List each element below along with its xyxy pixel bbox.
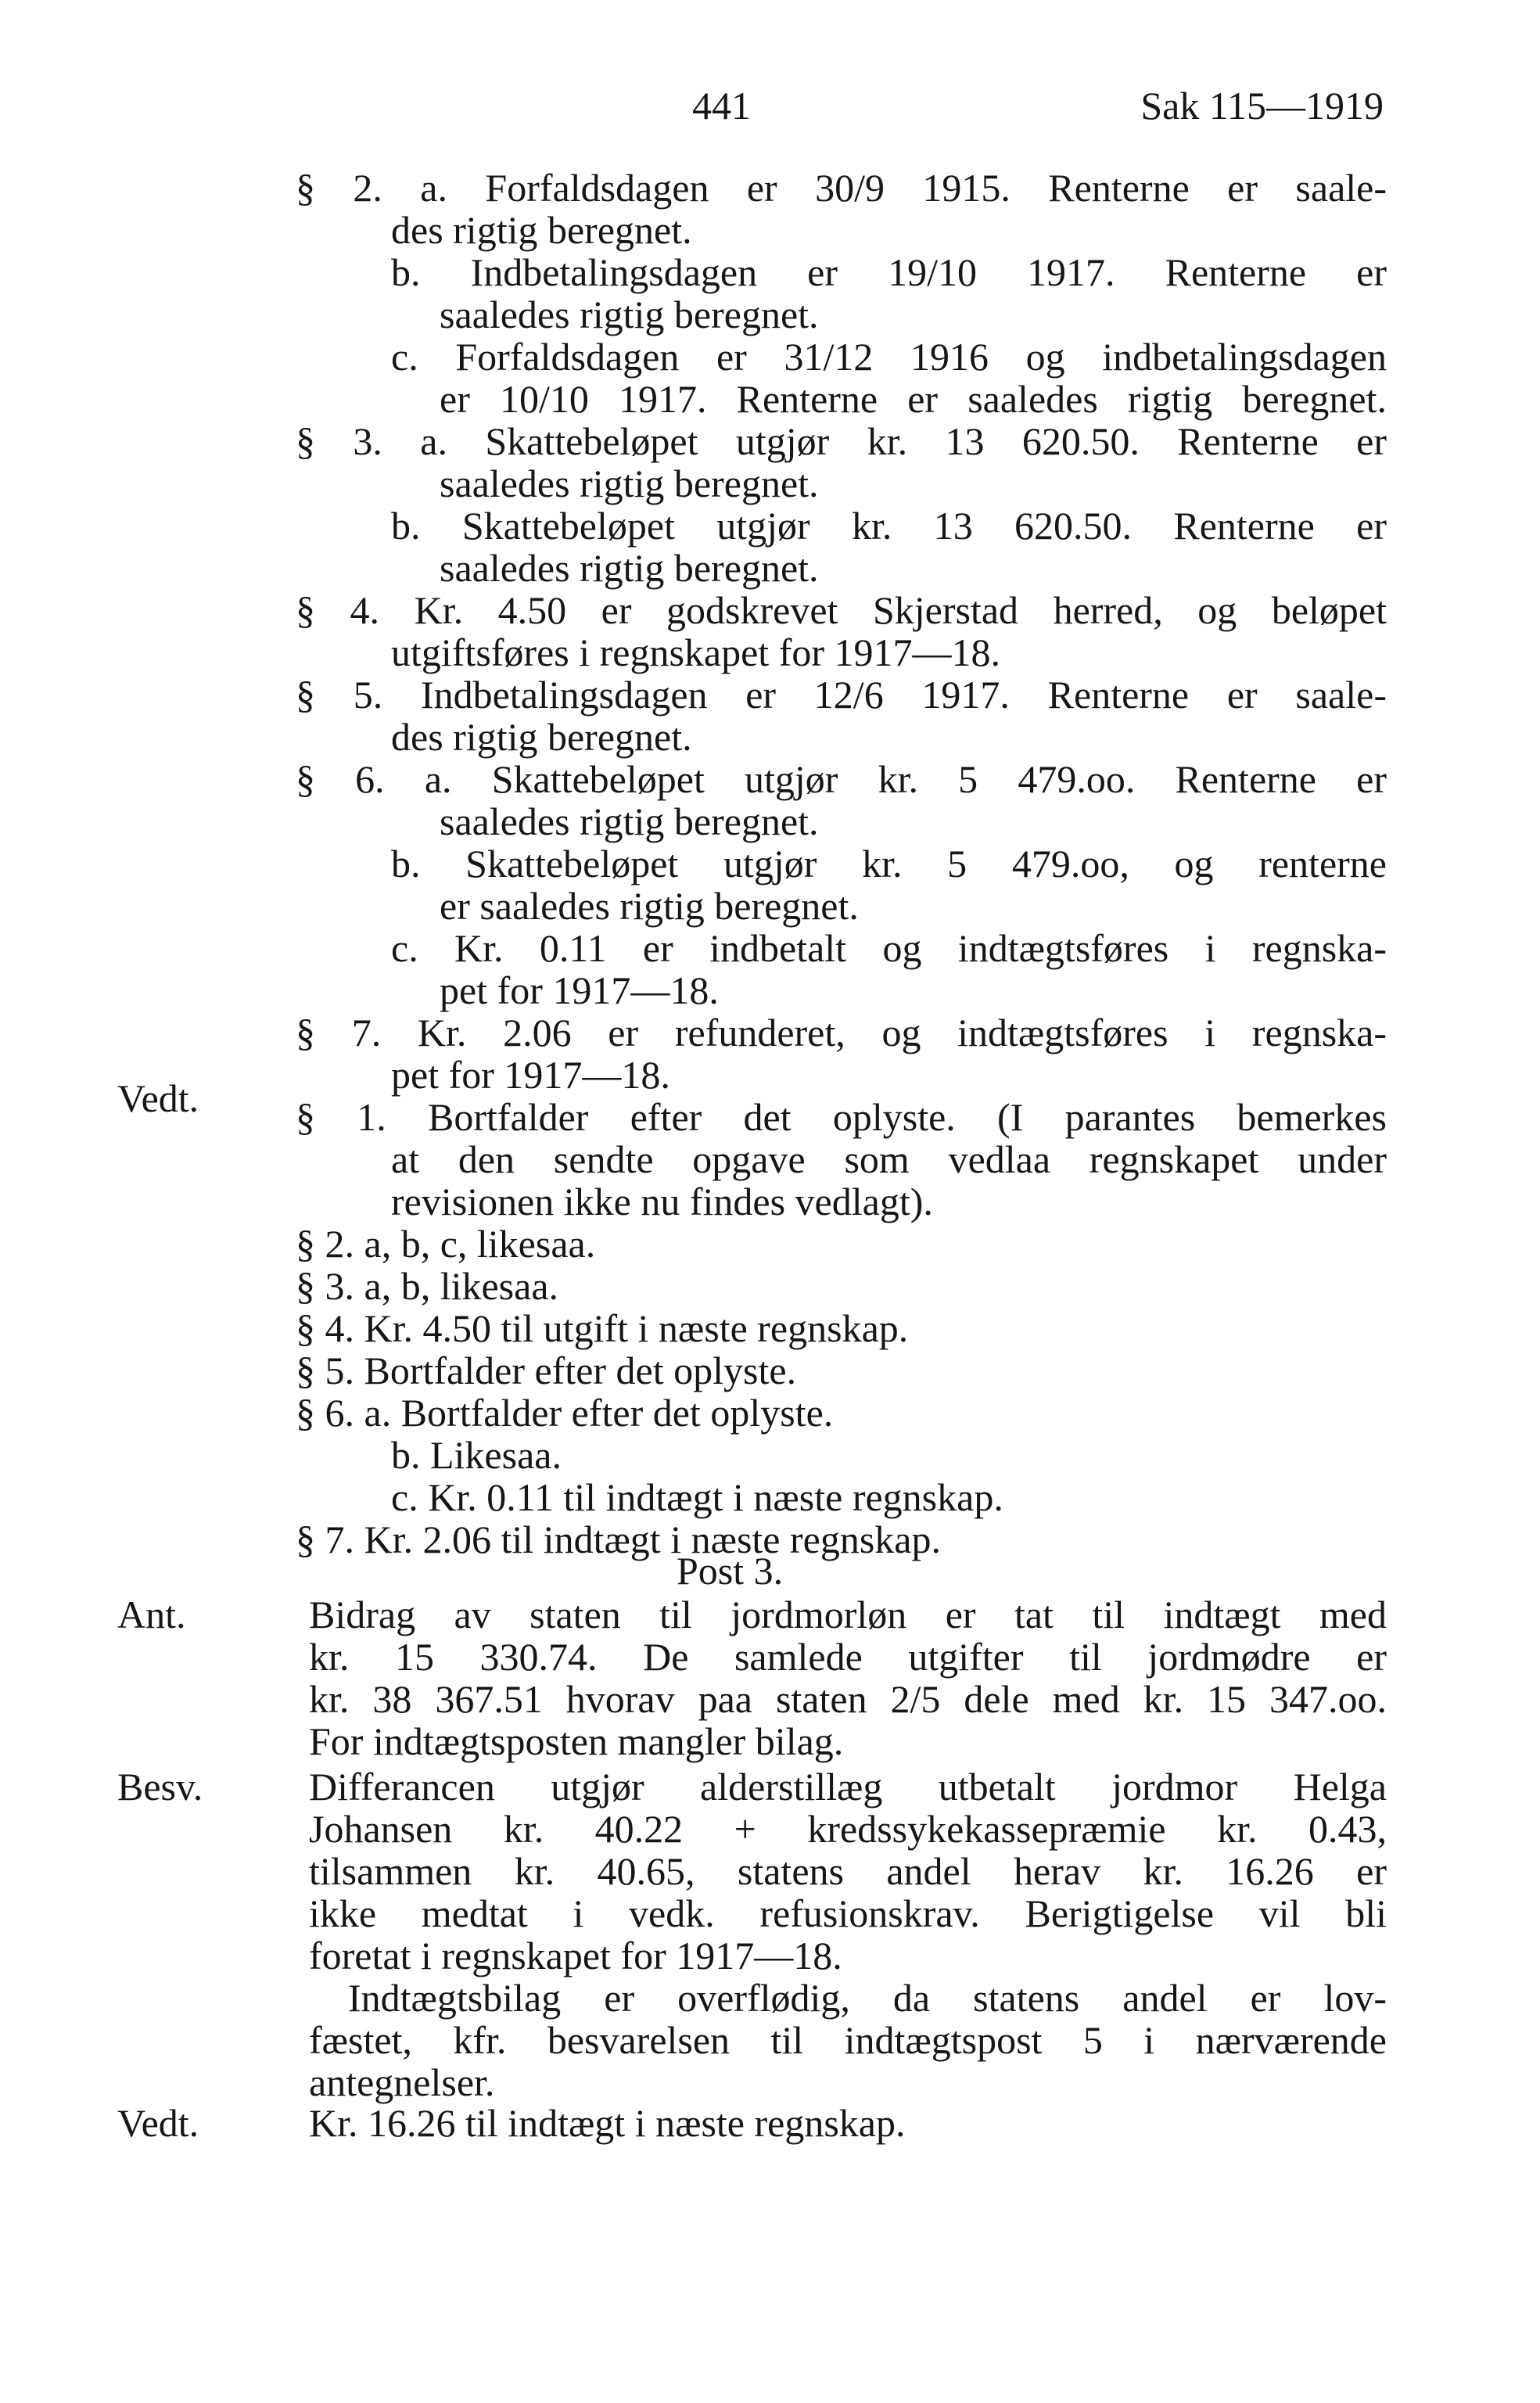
text-line: § 4. Kr. 4.50 er godskrevet Skjerstad herred, og beløpet bbox=[296, 588, 1387, 632]
text-line: b. Skattebeløpet utgjør kr. 13 620.50. Renterne er bbox=[391, 504, 1387, 548]
text-line: § 1. Bortfalder efter det oplyste. (I parantes bemerkes bbox=[296, 1095, 1387, 1139]
text-line: c. Kr. 0.11 er indbetalt og indtægtsføres i regnska- bbox=[391, 926, 1387, 970]
text-line: § 3. a, b, likesaa. bbox=[296, 1264, 559, 1308]
text-line: b. Likesaa. bbox=[391, 1433, 562, 1477]
text-line: ikke medtat i vedk. refusionskrav. Berigtigelse vil bli bbox=[309, 1891, 1387, 1935]
text-line: § 2. a. Forfaldsdagen er 30/9 1915. Renterne er saale- bbox=[296, 166, 1387, 210]
margin-label-besv: Besv. bbox=[117, 1765, 203, 1809]
text-line: c. Kr. 0.11 til indtægt i næste regnskap. bbox=[391, 1475, 1003, 1519]
text-line: er saaledes rigtig beregnet. bbox=[440, 884, 859, 928]
text-line: revisionen ikke nu findes vedlagt). bbox=[391, 1180, 933, 1223]
text-line: kr. 15 330.74. De samlede utgifter til jordmødre er bbox=[309, 1635, 1387, 1679]
text-line: des rigtig beregnet. bbox=[391, 715, 692, 759]
text-line: § 6. a. Bortfalder efter det oplyste. bbox=[296, 1391, 834, 1435]
text-line: b. Skattebeløpet utgjør kr. 5 479.oo, og renterne bbox=[391, 842, 1387, 885]
text-line: § 7. Kr. 2.06 er refunderet, og indtægtsføres i regnska- bbox=[296, 1011, 1387, 1054]
text-line: saaledes rigtig beregnet. bbox=[440, 546, 819, 590]
margin-label-vedt-2: Vedt. bbox=[117, 2101, 199, 2145]
section-title: Post 3. bbox=[677, 1549, 784, 1593]
text-line: pet for 1917—18. bbox=[391, 1053, 670, 1097]
text-line: § 7. Kr. 2.06 til indtægt i næste regnskap. bbox=[296, 1518, 941, 1561]
text-line: at den sendte opgave som vedlaa regnskapet under bbox=[391, 1137, 1387, 1181]
text-line: Indtægtsbilag er overflødig, da statens andel er lov- bbox=[348, 1976, 1387, 2020]
text-line: § 6. a. Skattebeløpet utgjør kr. 5 479.oo. Renterne er bbox=[296, 757, 1387, 801]
text-line: foretat i regnskapet for 1917—18. bbox=[309, 1934, 842, 1977]
text-line: Differancen utgjør alderstillæg utbetalt jordmor Helga bbox=[309, 1765, 1387, 1809]
text-line: § 5. Indbetalingsdagen er 12/6 1917. Renterne er saale- bbox=[296, 673, 1387, 717]
case-reference: Sak 115—1919 bbox=[1140, 84, 1384, 128]
text-line: saaledes rigtig beregnet. bbox=[440, 293, 819, 336]
text-line: saaledes rigtig beregnet. bbox=[440, 462, 819, 505]
text-line: § 2. a, b, c, likesaa. bbox=[296, 1222, 596, 1266]
text-line: fæstet, kfr. besvarelsen til indtægtspost 5 i nærværende bbox=[309, 2018, 1387, 2062]
text-line: Bidrag av staten til jordmorløn er tat til indtægt med bbox=[309, 1593, 1387, 1636]
text-line: pet for 1917—18. bbox=[440, 968, 719, 1012]
text-line: Johansen kr. 40.22 + kredssykekassepræmie kr. 0.43, bbox=[309, 1807, 1387, 1851]
text-line: des rigtig beregnet. bbox=[391, 208, 692, 252]
text-line: b. Indbetalingsdagen er 19/10 1917. Renterne er bbox=[391, 250, 1387, 294]
text-line: § 3. a. Skattebeløpet utgjør kr. 13 620.50. Renterne er bbox=[296, 419, 1387, 463]
text-line: For indtægtsposten mangler bilag. bbox=[309, 1719, 844, 1763]
text-line: antegnelser. bbox=[309, 2060, 495, 2104]
text-line: Kr. 16.26 til indtægt i næste regnskap. bbox=[309, 2101, 906, 2145]
text-line: § 5. Bortfalder efter det oplyste. bbox=[296, 1349, 797, 1392]
text-line: utgiftsføres i regnskapet for 1917—18. bbox=[391, 630, 1001, 674]
text-line: c. Forfaldsdagen er 31/12 1916 og indbetalingsdagen bbox=[391, 335, 1387, 379]
text-line: saaledes rigtig beregnet. bbox=[440, 799, 819, 843]
text-line: tilsammen kr. 40.65, statens andel herav kr. 16.26 er bbox=[309, 1849, 1387, 1893]
text-line: er 10/10 1917. Renterne er saaledes rigtig beregnet. bbox=[440, 377, 1387, 421]
text-line: § 4. Kr. 4.50 til utgift i næste regnskap. bbox=[296, 1306, 909, 1350]
page-number: 441 bbox=[692, 84, 751, 128]
margin-label-vedt-1: Vedt. bbox=[117, 1076, 199, 1120]
margin-label-ant: Ant. bbox=[117, 1593, 186, 1636]
text-line: kr. 38 367.51 hvorav paa staten 2/5 dele med kr. 15 347.oo. bbox=[309, 1677, 1387, 1721]
page-header bbox=[0, 83, 1540, 130]
